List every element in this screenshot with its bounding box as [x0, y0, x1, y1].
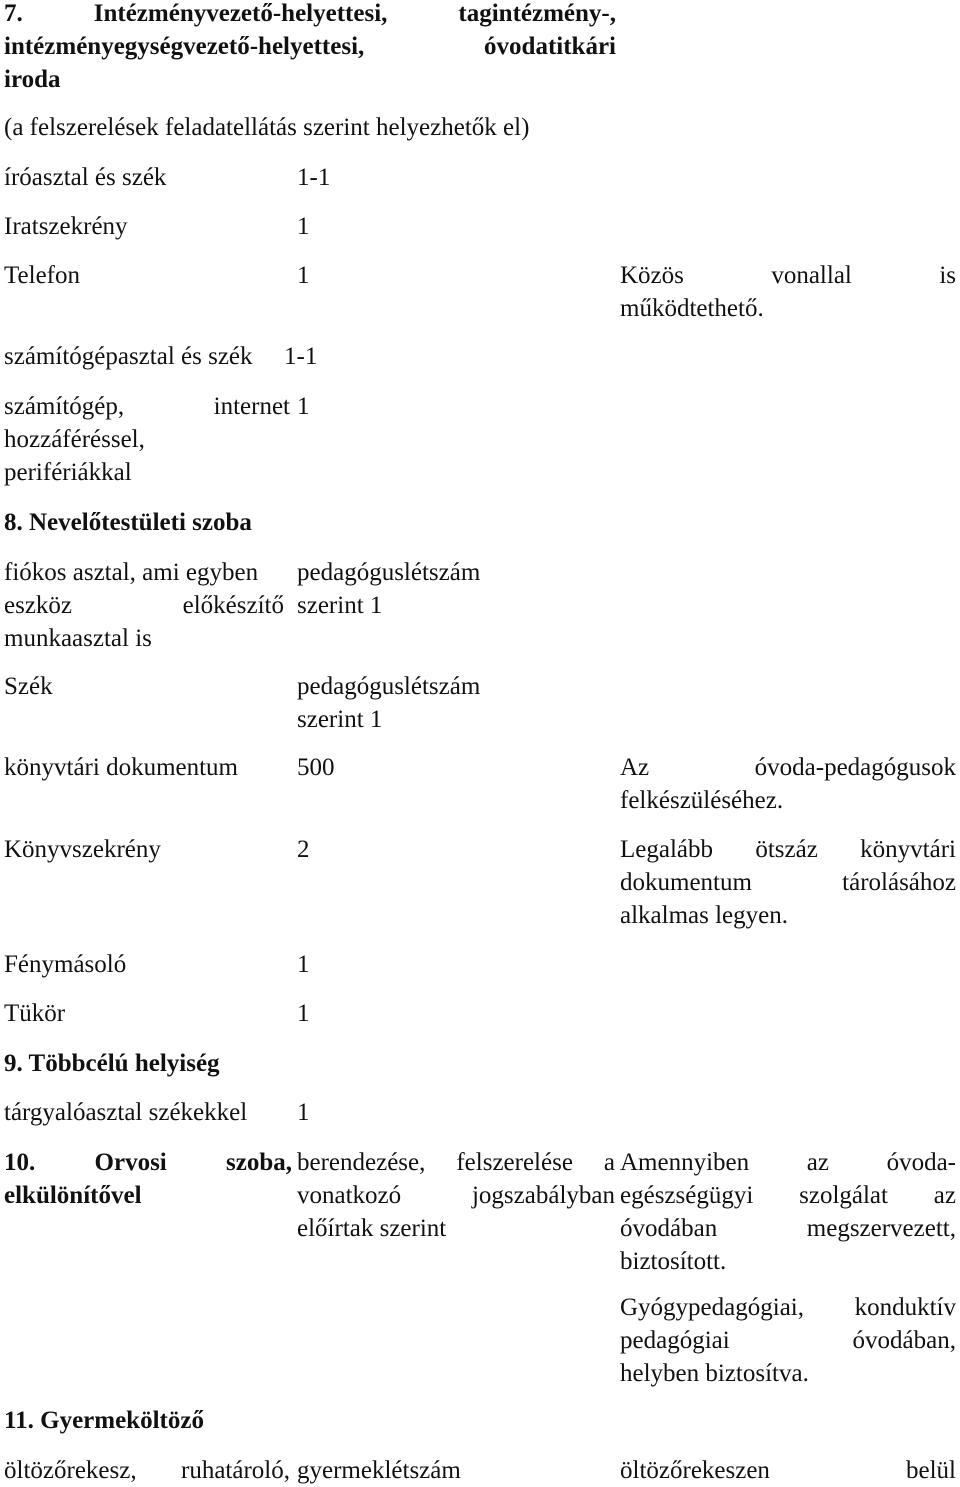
item-quantity: berendezése, felszerelése a — [297, 1149, 615, 1176]
item-label: Könyvszekrény — [4, 836, 161, 863]
item-label: íróasztal és szék — [4, 164, 167, 191]
section-8-heading: 8. Nevelőtestületi szoba — [4, 509, 252, 536]
item-quantity: 1-1 — [284, 343, 318, 370]
item-quantity: gyermeklétszám — [297, 1457, 461, 1484]
item-remark: Közös vonallal is — [620, 262, 956, 289]
item-quantity: előírtak szerint — [297, 1215, 447, 1242]
item-label: Fénymásoló — [4, 951, 127, 978]
section-7-heading-line-1: 7. Intézményvezető-helyettesi, tagintézmény-, — [4, 0, 616, 27]
item-label: öltözőrekesz, ruhatároló, — [4, 1457, 290, 1484]
item-quantity: 2 — [297, 836, 310, 863]
section-7-heading-line-3: iroda — [4, 66, 61, 93]
item-label: Tükör — [4, 1000, 66, 1027]
item-remark: biztosított. — [620, 1248, 727, 1275]
item-remark: felkészüléséhez. — [620, 787, 784, 814]
section-10-heading-line-1: 10. Orvosi szoba, — [4, 1149, 292, 1176]
item-quantity: 1 — [297, 213, 310, 240]
item-quantity: 1 — [297, 1000, 310, 1027]
item-quantity: 1 — [297, 951, 310, 978]
item-label: perifériákkal — [4, 459, 132, 486]
item-quantity: 1-1 — [297, 164, 331, 191]
item-label: számítógép, internet — [4, 393, 290, 420]
section-7-heading-line-2: intézményegységvezető-helyettesi, óvodatitkári — [4, 33, 616, 60]
item-label: munkaasztal is — [4, 625, 152, 652]
item-remark: pedagógiai óvodában, — [620, 1327, 956, 1354]
item-label: hozzáféréssel, — [4, 426, 145, 453]
item-label: tárgyalóasztal székekkel — [4, 1099, 248, 1126]
item-remark: óvodában megszervezett, — [620, 1215, 956, 1242]
section-7-note: (a felszerelések feladatellátás szerint helyezhetők el) — [4, 114, 530, 141]
item-quantity: vonatkozó jogszabályban — [297, 1182, 615, 1209]
item-quantity: 1 — [297, 1099, 310, 1126]
item-label: Iratszekrény — [4, 213, 128, 240]
item-quantity: 1 — [297, 393, 310, 420]
item-quantity: pedagóguslétszám — [297, 673, 481, 700]
item-remark: Legalább ötszáz könyvtári — [620, 836, 956, 863]
item-remark: öltözőrekeszen belül — [620, 1457, 956, 1484]
section-10-heading-line-2: elkülönítővel — [4, 1182, 142, 1209]
item-remark: működtethető. — [620, 295, 764, 322]
item-quantity: szerint 1 — [297, 706, 383, 733]
section-9-heading: 9. Többcélú helyiség — [4, 1050, 220, 1077]
item-remark: Az óvoda-pedagógusok — [620, 754, 956, 781]
item-remark: Gyógypedagógiai, konduktív — [620, 1294, 956, 1321]
item-quantity: 500 — [297, 754, 335, 781]
item-remark: Amennyiben az óvoda- — [620, 1149, 956, 1176]
section-11-heading: 11. Gyermeköltöző — [4, 1407, 204, 1434]
item-remark: helyben biztosítva. — [620, 1360, 809, 1387]
item-remark: dokumentum tárolásához — [620, 869, 956, 896]
item-label: könyvtári dokumentum — [4, 754, 238, 781]
item-quantity: 1 — [297, 262, 310, 289]
item-label: Szék — [4, 673, 53, 700]
item-quantity: szerint 1 — [297, 592, 383, 619]
item-quantity: pedagóguslétszám — [297, 559, 481, 586]
item-remark: egészségügyi szolgálat az — [620, 1182, 956, 1209]
item-label: számítógépasztal és szék — [4, 343, 253, 370]
item-remark: alkalmas legyen. — [620, 902, 788, 929]
item-label: fiókos asztal, ami egyben — [4, 559, 259, 586]
item-label: eszköz előkészítő — [4, 592, 284, 619]
item-label: Telefon — [4, 262, 80, 289]
